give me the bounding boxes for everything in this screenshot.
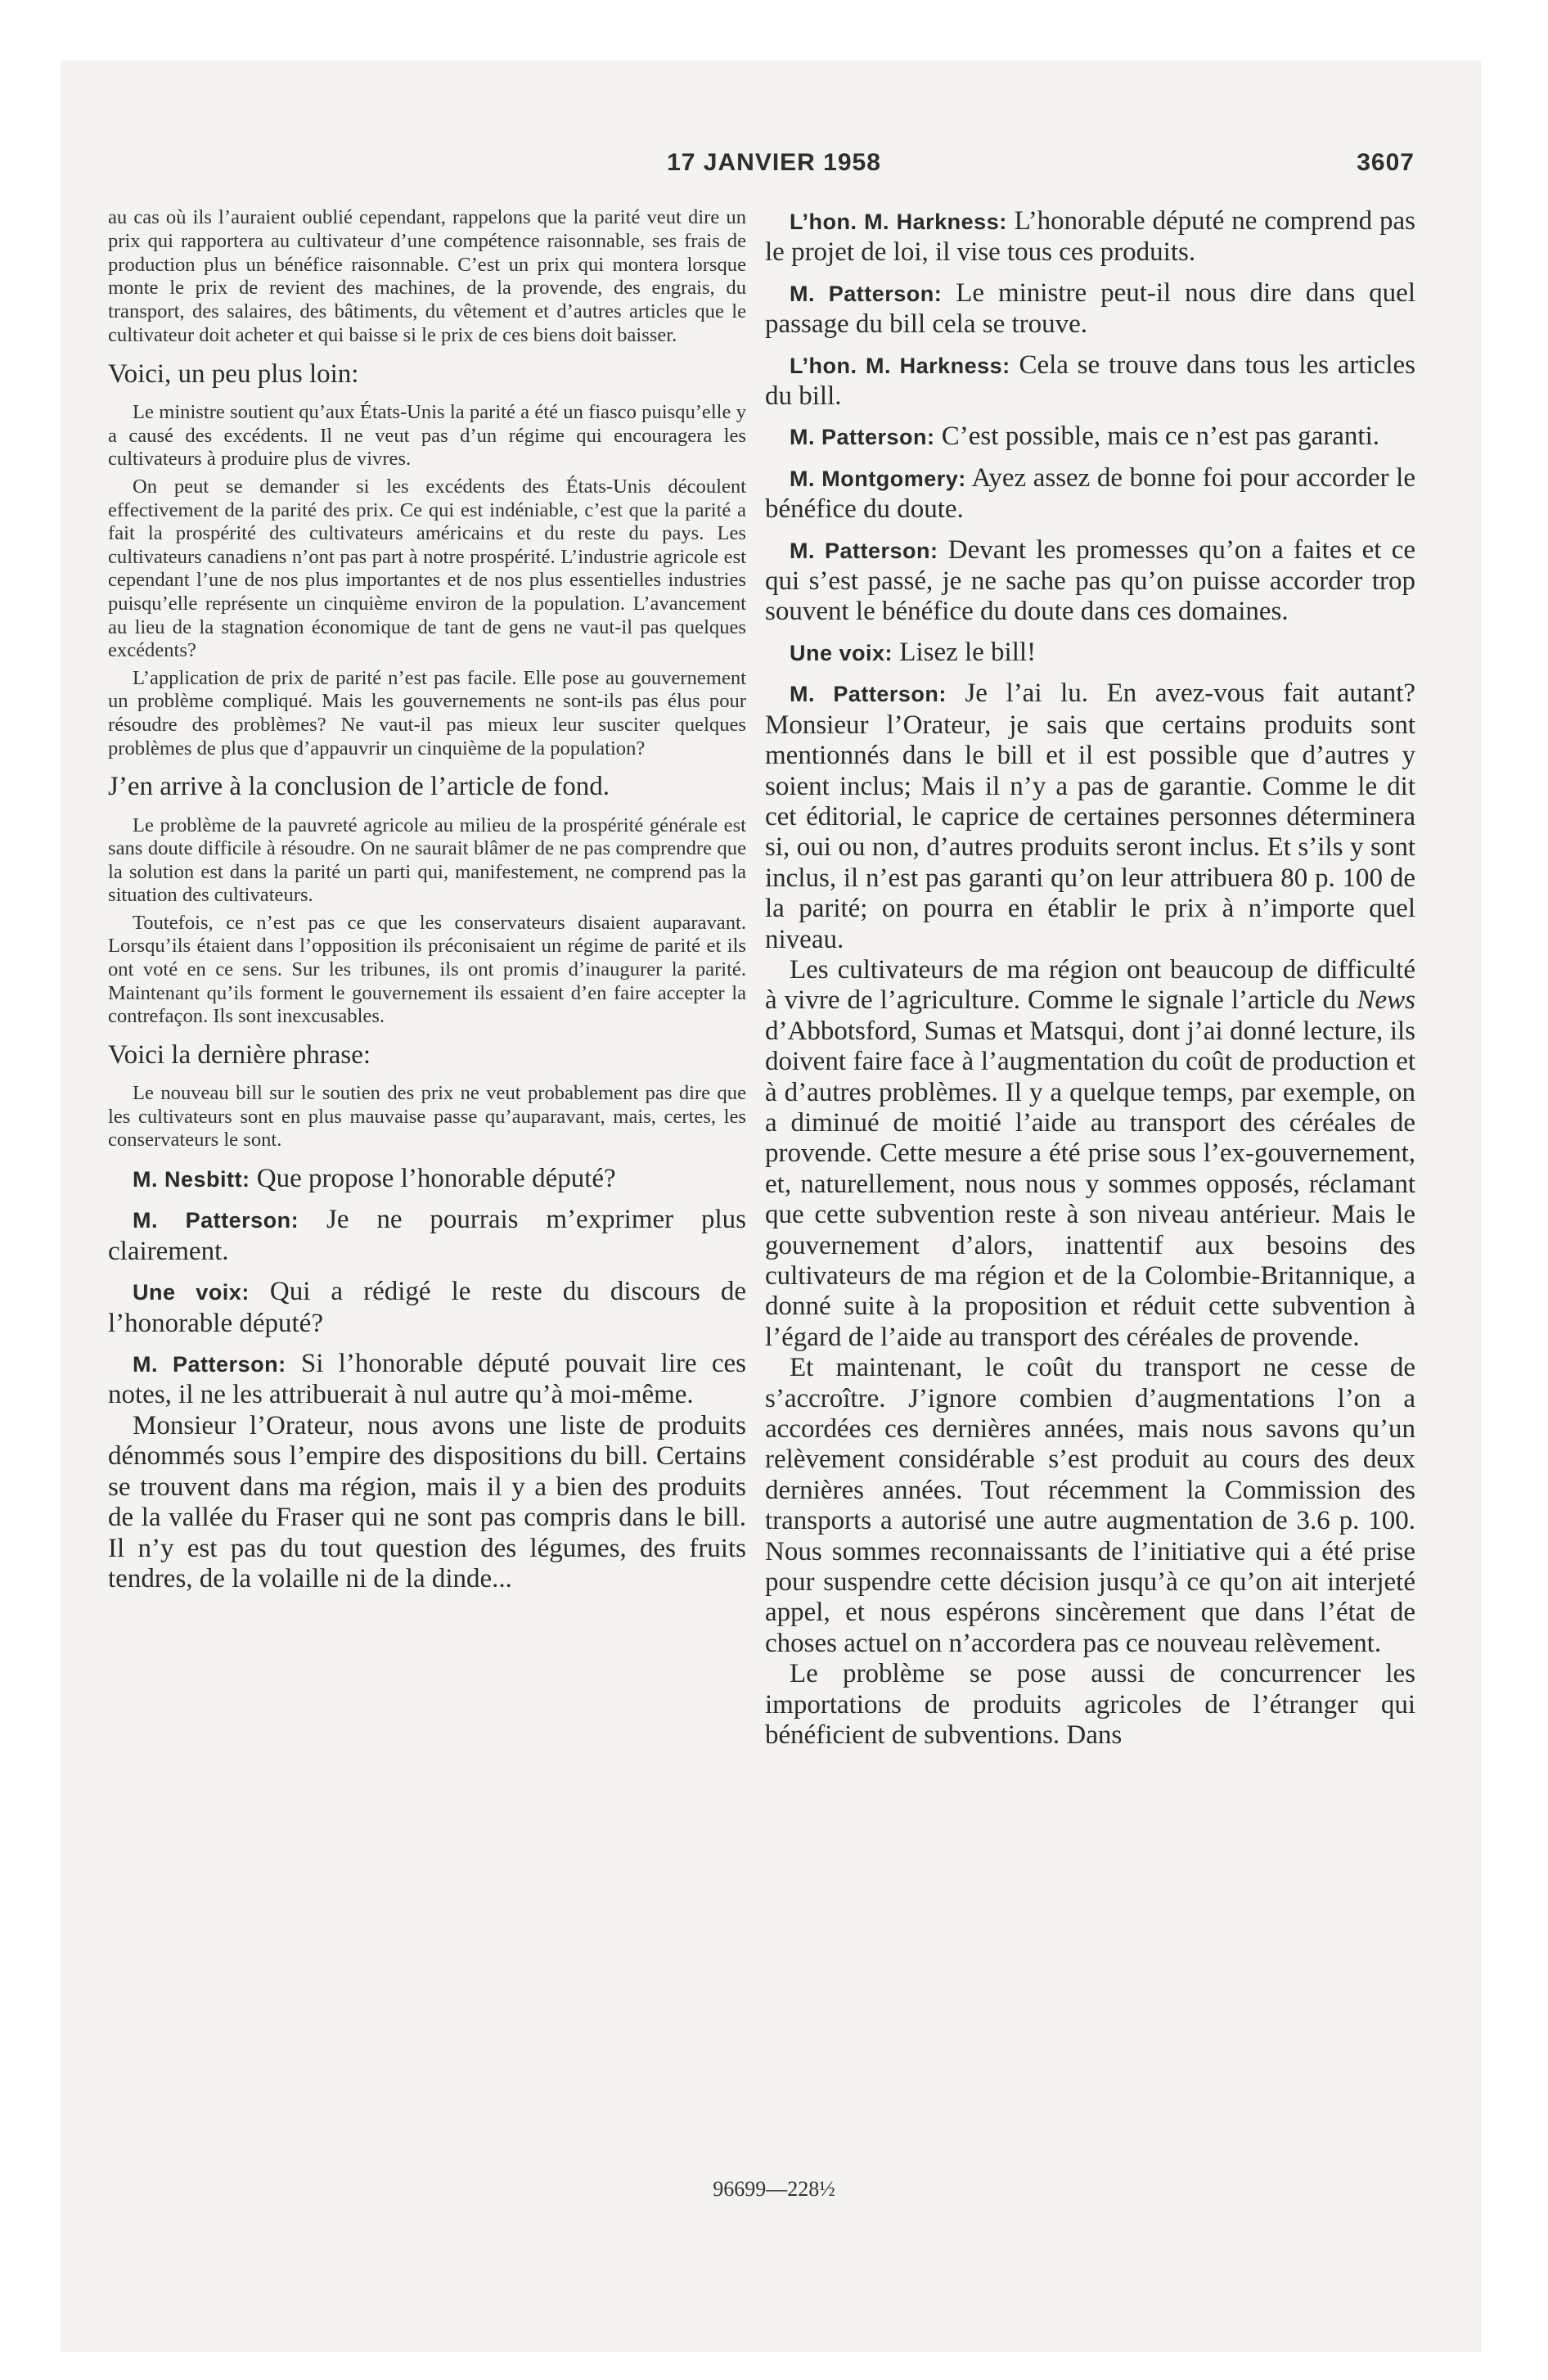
speaker-text: Le ministre peut-il nous dire dans quel passage du bill cela se trouve. — [765, 277, 1415, 340]
speaker-name: M. Patterson: — [790, 425, 935, 450]
speaker-name: Une voix: — [133, 1280, 250, 1305]
quote-paragraph: Le ministre soutient qu’aux États-Unis la parité a été un fiasco puisqu’elle y a causé des excédents. Il ne veut pas d’un régime qui encouragera les cultivateurs à produire plus de vivres. — [108, 401, 746, 471]
quote-paragraph: On peut se demander si les excédents des États-Unis découlent effectivement de la parité des prix. Ce qui est indéniable, c’est que la parité a fait la prospérité des cultivateurs américains et du reste du pays. Les cultivateurs canadiens n’ont pas part à notre prospérité. L’industrie agricole est cependant l’une de nos plus importantes et de nos plus essentielles industries puisqu’elle représente un cinquième environ de la population. L’avancement au lieu de la stagnation économique de tant de gens ne vaut-il pas quelques excédents? — [108, 475, 746, 662]
speaker-text: L’honorable député ne comprend pas le projet de loi, il vise tous ces produits. — [765, 206, 1416, 268]
paragraph: Monsieur l’Orateur, nous avons une liste de produits dénommés sous l’empire des dispositions du bill. Certains se trouvent dans ma région, mais il y a bien des produits de la vallée du Fraser qui ne sont pas compris dans le bill. Il n’y est pas du tout question des légumes, des fruits tendres, de la volaille ni de la dinde... — [108, 1410, 746, 1593]
paragraph: au cas où ils l’auraient oublié cependant, rappelons que la parité veut dire un prix qui rapportera au cultivateur d’une compétence raisonnable, ses frais de production plus un bénéfice raisonnable. C’est un prix qui montera lorsque monte le prix de revient des machines, de la provende, des engrais, du transport, des salaires, des bâtiments, du vêtement et d’autres articles que le cultivateur doit acheter et qui baisse si le prix de ces biens doit baisser. — [108, 206, 746, 346]
lead-line: Voici la dernière phrase: — [108, 1039, 371, 1070]
speaker-entry — [108, 1164, 746, 1195]
page-footer: 96699—228½ — [713, 2177, 835, 2201]
speaker-text: Si l’honorable député pouvait lire ces notes, il ne les attribuerait à nul autre qu’à moi-même. — [108, 1349, 746, 1410]
quote-paragraph: Le nouveau bill sur le soutien des prix ne veut probablement pas dire que les cultivateurs sont en plus mauvaise passe qu’auparavant, mais, certes, les conservateurs le sont. — [108, 1082, 746, 1152]
speaker-entry — [765, 678, 1415, 955]
left-column — [108, 206, 746, 1604]
lead-line: J’en arrive à la conclusion de l’article de fond. — [108, 772, 610, 802]
quote-paragraph: Le problème de la pauvreté agricole au milieu de la prospérité générale est sans doute difficile à résoudre. On ne saurait blâmer de ne pas comprendre que la solution est dans la parité un parti qui, manifestement, ne comprend pas la situation des cultivateurs. — [108, 814, 746, 907]
speaker-text: Devant les promesses qu’on a faites et ce qui s’est passé, je ne sache pas qu’on puisse accorder trop souvent le bénéfice du doute dans ces domaines. — [765, 534, 1415, 627]
speaker-text: Lisez le bill! — [899, 637, 1037, 667]
speaker-entry — [765, 421, 1415, 453]
speaker-entry — [765, 463, 1415, 525]
speaker-name: M. Patterson: — [133, 1352, 286, 1377]
speaker-entry — [765, 206, 1415, 268]
paragraph-part: d’Abbotsford, Sumas et Matsqui, dont j’ai donné lecture, ils doivent faire face à l’augmentation du coût de production et à d’autres problèmes. Il y a quelque temps, par exemple, on a diminué de moitié l’aide au transport des céréales de provende. Cette mesure a été prise sous l’ex-gouvernement, et, naturellement, nous nous y sommes opposés, réclamant que cette subvention reste à son niveau antérieur. Mais le gouvernement d’alors, inattentif aux besoins des cultivateurs de ma région et de la Colombie-Britannique, a donné suite à la proposition et réduit cette subvention à l’égard de l’aide au transport des céréales de provende. — [765, 1016, 1415, 1352]
lead-line: Voici, un peu plus loin: — [108, 358, 359, 389]
page-number: 3607 — [1357, 149, 1415, 176]
speaker-entry — [765, 638, 1415, 669]
speaker-text: C’est possible, mais ce n’est pas garanti. — [941, 421, 1379, 452]
speaker-name: L’hon. M. Harkness: — [790, 210, 1007, 234]
quote-paragraph: L’application de prix de parité n’est pas facile. Elle pose au gouvernement un problème compliqué. Mais les gouvernements ne sont-ils pas élus pour résoudre des problèmes? Ne vaut-il pas mieux leur susciter quelques problèmes de plus que d’appauvrir un cinquième de la population? — [108, 666, 746, 760]
speaker-entry — [108, 1349, 746, 1411]
speaker-name: M. Patterson: — [790, 538, 938, 563]
header-date: 17 JANVIER 1958 — [667, 149, 881, 176]
speaker-text: Cela se trouve dans tous les articles du bill. — [765, 349, 1416, 412]
speaker-name: Une voix: — [790, 640, 893, 665]
paragraph: Le problème se pose aussi de concurrencer les importations de produits agricoles de l’étranger qui bénéficient de subventions. Dans — [765, 1659, 1415, 1751]
speaker-text: Je ne pourrais m’exprimer plus clairement. — [108, 1205, 746, 1266]
speaker-name: M. Nesbitt: — [133, 1167, 250, 1192]
speaker-name: L’hon. M. Harkness: — [790, 353, 1010, 378]
speaker-text: Que propose l’honorable député? — [256, 1164, 616, 1194]
speaker-entry — [765, 535, 1415, 628]
speaker-name: M. Montgomery: — [790, 466, 966, 491]
speaker-entry — [765, 350, 1415, 412]
paragraph: Et maintenant, le coût du transport ne cesse de s’accroître. J’ignore combien d’augmentations l’on a accordées ces dernières années, mais nous savons qu’un relèvement considérable s’est produit au cours des deux dernières années. Tout récemment la Commission des transports a autorisé une autre augmentation de 3.6 p. 100. Nous sommes reconnaissants de l’initiative qui a été prise pour suspendre cette décision jusqu’à ce qu’on ait interjeté appel, et nous espérons sincèrement que dans l’état de choses actuel on n’accordera pas ce nouveau relèvement. — [765, 1353, 1415, 1658]
right-column — [765, 206, 1415, 1761]
newspaper-title: News — [1357, 985, 1415, 1016]
speaker-entry — [765, 278, 1415, 340]
paragraph — [765, 955, 1415, 1353]
speaker-text: Je l’ai lu. En avez-vous fait autant? Monsieur l’Orateur, je sais que certains produits sont mentionnés dans le bill et il est possible que d’autres y soient inclus; Mais il n’y a pas de garantie. Comme le dit cet éditorial, le caprice de certaines personnes déterminera si, oui ou non, d’autres produits seront inclus. Et s’ils y sont inclus, il n’est pas garanti qu’on leur attribuera 80 p. 100 de la parité; on pourra en établir le prix à n’importe quel niveau. — [765, 678, 1416, 954]
speaker-text: Ayez assez de bonne foi pour accorder le bénéfice du doute. — [765, 462, 1415, 525]
speaker-name: M. Patterson: — [133, 1208, 299, 1233]
page-header — [0, 149, 1548, 182]
speaker-name: M. Patterson: — [790, 281, 943, 306]
quote-paragraph: Toutefois, ce n’est pas ce que les conservateurs disaient auparavant. Lorsqu’ils étaient dans l’opposition ils préconisaient un régime de parité et ils ont voté en ce sens. Sur les tribunes, ils ont promis d’inaugurer la parité. Maintenant qu’ils forment le gouvernement ils essaient d’en faire accepter la contrefaçon. Ils sont inexcusables. — [108, 911, 746, 1028]
speaker-entry — [108, 1205, 746, 1267]
paragraph-part: Les cultivateurs de ma région ont beaucoup de difficulté à vivre de l’agriculture. Comme le signale l’article du — [765, 954, 1415, 1016]
speaker-name: M. Patterson: — [790, 682, 947, 707]
speaker-entry — [108, 1277, 746, 1339]
speaker-text: Qui a rédigé le reste du discours de l’honorable député? — [108, 1277, 746, 1338]
